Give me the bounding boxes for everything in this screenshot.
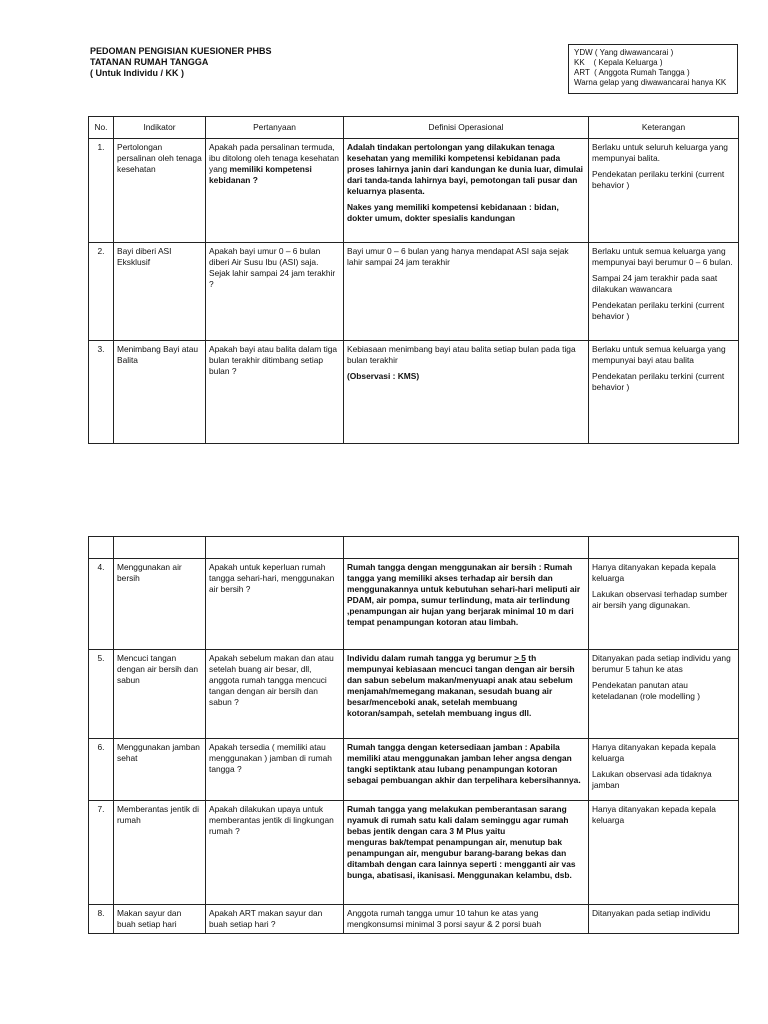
row-no: 1. (89, 139, 114, 243)
row-indikator: Menimbang Bayi atau Balita (114, 341, 206, 444)
header-indikator: Indikator (114, 117, 206, 139)
row-definisi: Rumah tangga dengan menggunakan air bersih : Rumah tangga yang memiliki akses terhadap air bersih dan menggunakannya untuk kebutuhan sehari-hari meliputi air PDAM, air pompa, sumur terlindung, mata air terlindung ,penampungan air hujan yang berjarak minimal 10 m dari tempat penampungan kotoran atau limbah. (344, 559, 589, 650)
header-no: No. (89, 117, 114, 139)
row-no: 2. (89, 243, 114, 341)
table-row (89, 559, 739, 650)
row-definisi: Kebiasaan menimbang bayi atau balita setiap bulan pada tiga bulan terakhir (Observasi : KMS) (344, 341, 589, 444)
table-row (89, 650, 739, 739)
legend-line-kk: KK ( Kepala Keluarga ) (574, 58, 663, 67)
table-empty-header-row (89, 537, 739, 559)
row-pertanyaan: Apakah tersedia ( memiliki atau menggunakan ) jamban di rumah tangga ? (206, 739, 344, 801)
row-pertanyaan: Apakah untuk keperluan rumah tangga sehari-hari, menggunakan air bersih ? (206, 559, 344, 650)
row-pertanyaan: Apakah bayi atau balita dalam tiga bulan terakhir ditimbang setiap bulan ? (206, 341, 344, 444)
table-row (89, 739, 739, 801)
row-indikator: Bayi diberi ASI Eksklusif (114, 243, 206, 341)
row-no: 8. (89, 905, 114, 934)
header-keterangan: Keterangan (589, 117, 739, 139)
row-no: 5. (89, 650, 114, 739)
row-definisi: Rumah tangga yang melakukan pemberantasan sarang nyamuk di rumah satu kali dalam seminggu agar rumah bebas jentik dengan cara 3 M Plus yaitu menguras bak/tempat penampungan air, menutup bak penampungan air, mengubur barang-barang bekas dan ditambah dengan cara lainnya seperti : mengganti air vas bunga, abatisasi, ikanisasi. Menggunakan kelambu, dsb. (344, 801, 589, 905)
row-no: 7. (89, 801, 114, 905)
row-definisi: Anggota rumah tangga umur 10 tahun ke atas yang mengkonsumsi minimal 3 porsi sayur & 2 porsi buah (344, 905, 589, 934)
row-keterangan: Berlaku untuk semua keluarga yang mempunyai bayi berumur 0 – 6 bulan. Sampai 24 jam terakhir pada saat dilakukan wawancara Pendekatan perilaku terkini (current behavior ) (589, 243, 739, 341)
row-pertanyaan: Apakah pada persalinan termuda, ibu ditolong oleh tenaga kesehatan yang memiliki kompetensi kebidanan ? (206, 139, 344, 243)
row-no: 6. (89, 739, 114, 801)
row-pertanyaan: Apakah dilakukan upaya untuk memberantas jentik di lingkungan rumah ? (206, 801, 344, 905)
row-definisi: Rumah tangga dengan ketersediaan jamban : Apabila memiliki atau menggunakan jamban leher angsa dengan tangki septiktank atau lubang penampungan kotoran sebagai pembuangan akhir dan terpelihara kebersihannya. (344, 739, 589, 801)
document-scope: ( Untuk Individu / KK ) (90, 68, 184, 78)
document-subtitle: TATANAN RUMAH TANGGA (90, 57, 209, 67)
legend-line-art: ART ( Anggota Rumah Tangga ) (574, 68, 690, 77)
row-keterangan: Berlaku untuk seluruh keluarga yang mempunyai balita. Pendekatan perilaku terkini (current behavior ) (589, 139, 739, 243)
row-indikator: Memberantas jentik di rumah (114, 801, 206, 905)
row-pertanyaan: Apakah sebelum makan dan atau setelah buang air besar, dll, anggota rumah tangga mencuci tangan dengan air bersih dan sabun ? (206, 650, 344, 739)
indicator-table-2 (88, 536, 739, 934)
row-keterangan: Ditanyakan pada setiap individu yang berumur 5 tahun ke atas Pendekatan panutan atau keteladanan (role modelling ) (589, 650, 739, 739)
row-indikator: Makan sayur dan buah setiap hari (114, 905, 206, 934)
row-keterangan: Berlaku untuk semua keluarga yang mempunyai bayi atau balita Pendekatan perilaku terkini (current behavior ) (589, 341, 739, 444)
abbreviation-legend (568, 44, 738, 94)
row-indikator: Mencuci tangan dengan air bersih dan sabun (114, 650, 206, 739)
row-pertanyaan: Apakah ART makan sayur dan buah setiap hari ? (206, 905, 344, 934)
row-no: 3. (89, 341, 114, 444)
row-definisi: Bayi umur 0 – 6 bulan yang hanya mendapat ASI saja sejak lahir sampai 24 jam terakhir (344, 243, 589, 341)
table-row (89, 905, 739, 934)
indicator-table-1 (88, 116, 739, 444)
document-title: PEDOMAN PENGISIAN KUESIONER PHBS (90, 46, 272, 56)
legend-line-note: Warna gelap yang diwawancarai hanya KK (574, 78, 727, 87)
row-keterangan: Hanya ditanyakan kepada kepala keluarga Lakukan observasi ada tidaknya jamban (589, 739, 739, 801)
legend-line-ydw: YDW ( Yang diwawancarai ) (574, 48, 674, 57)
table-row (89, 801, 739, 905)
row-definisi: Adalah tindakan pertolongan yang dilakukan tenaga kesehatan yang memiliki kompetensi kebidanan pada proses lahirnya janin dari kandungan ke dunia luar, dimulai dari tanda-tanda lahirnya bayi, pemotongan tali pusar dan keluarnya plasenta. Nakes yang memiliki kompetensi kebidanaan : bidan, dokter umum, dokter spesialis kandungan (344, 139, 589, 243)
row-no: 4. (89, 559, 114, 650)
table-row (89, 341, 739, 444)
row-keterangan: Hanya ditanyakan kepada kepala keluarga (589, 801, 739, 905)
row-indikator: Pertolongan persalinan oleh tenaga kesehatan (114, 139, 206, 243)
row-keterangan: Ditanyakan pada setiap individu (589, 905, 739, 934)
row-indikator: Menggunakan air bersih (114, 559, 206, 650)
row-indikator: Menggunakan jamban sehat (114, 739, 206, 801)
table-row (89, 243, 739, 341)
row-keterangan: Hanya ditanyakan kepada kepala keluarga Lakukan observasi terhadap sumber air bersih yang digunakan. (589, 559, 739, 650)
table-row (89, 139, 739, 243)
row-pertanyaan: Apakah bayi umur 0 – 6 bulan diberi Air Susu Ibu (ASI) saja. Sejak lahir sampai 24 jam terakhir ? (206, 243, 344, 341)
row-definisi: Individu dalam rumah tangga yg berumur > 5 th mempunyai kebiasaan mencuci tangan dengan air bersih dan sabun sebelum makan/menyuapi anak atau sebelum menjamah/memegang makanan, sesudah buang air besar/menceboki anak, setelah membuang kotoran/sampah, setelah membuang ingus dll. (344, 650, 589, 739)
header-pertanyaan: Pertanyaan (206, 117, 344, 139)
document-title-block (90, 46, 272, 79)
header-definisi: Definisi Operasional (344, 117, 589, 139)
table-header-row (89, 117, 739, 139)
